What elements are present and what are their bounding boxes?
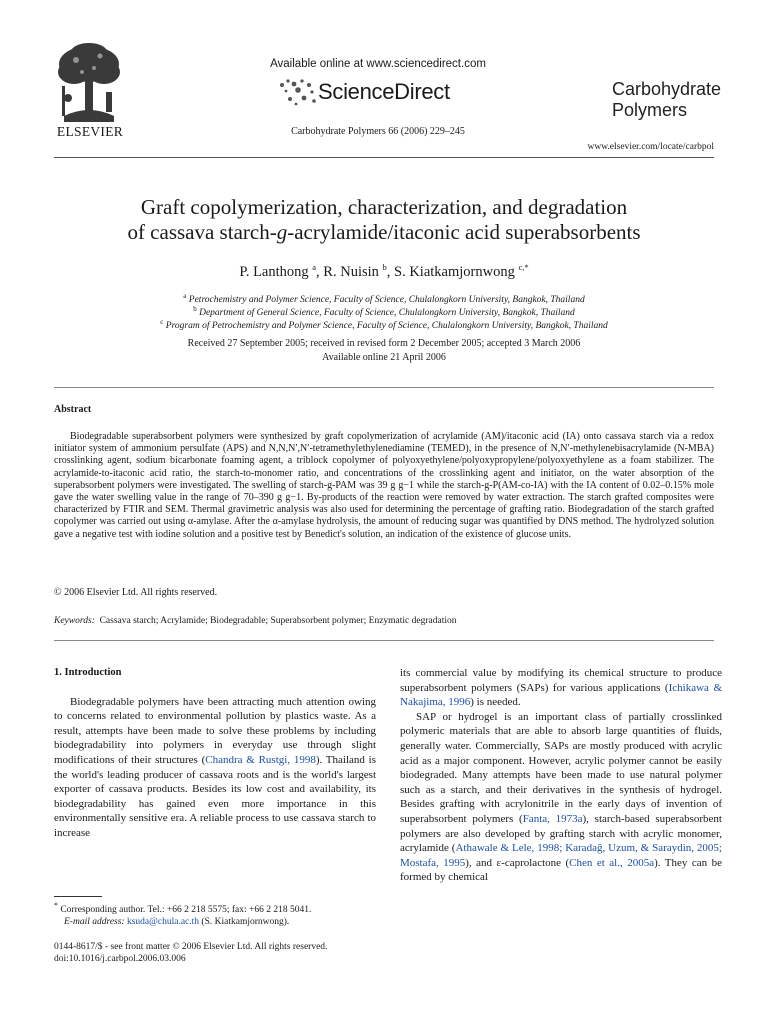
doi-link[interactable]: doi:10.1016/j.carbpol.2006.03.006 — [54, 954, 186, 964]
keywords: Keywords: Cassava starch; Acrylamide; Biodegradable; Superabsorbent polymer; Enzymatic degradation — [54, 616, 457, 626]
journal-title: Carbohydrate Polymers — [612, 79, 722, 120]
received-dates: Received 27 September 2005; received in revised form 2 December 2005; accepted 3 March 2006 — [187, 338, 581, 349]
author-name: P. Lanthong — [239, 263, 309, 280]
author-list: P. Lanthong $^a$, R. Nuisin $^b$, S. Kiatkamjornwong $^{c,*}$ — [239, 262, 529, 280]
affiliation-c: $^c$ Program of Petrochemistry and Polymer Science, Faculty of Science, Chulalongkorn University, Bangkok, Thailand — [160, 318, 608, 332]
right-column — [400, 666, 722, 885]
footnote-divider — [54, 896, 102, 897]
email-link[interactable]: ksuda@chula.ac.th — [126, 917, 200, 928]
available-online-date: Available online 21 April 2006 — [322, 352, 446, 363]
sciencedirect-wordmark: ScienceDirect — [318, 79, 450, 104]
abstract-heading: Abstract — [54, 404, 92, 415]
abstract-body: Biodegradable superabsorbent polymers were synthesized by graft copolymerization of acrylamide (AM)/itaconic acid (IA) onto cassava starch via a redox initiator system of ammonium persulfate (APS) and N,N,N′,N′-tetramethylethylenediamine (TEMED), in the presence of N,N′-methylenebisacrylamide (N-MBA) crosslinking agent, sodium bicarbonate foaming agent, a triblock copolymer of polyoxyethylene/polyoxypropylene/polyoxyethylene as a foam stabilizer. The acrylamide-to-itaconic acid ratio, the starch-to-monomer ratio, and concentrations of the crosslinking agent and initiator, on the water absorption of the superabsorbent polymers were investigated. The swelling of starch-g-PAM was 39 g g−1 while the starch-g-P(AM-co-IA) with the IA content of 0.02–0.15% mole gave the water swelling value in the range of 70–390 g g−1. By-products of the reaction were removed by water extraction. The starch grafted composites were characterized by FTIR and SEM. Thermal gravimetric analysis was also used for determining the percentage of grafting ratio. Biodegradation of the starch grafted copolymer was carried out using α-amylase. After the α-amylase hydrolysis, the amount of reducing sugar was quantified by DNS method. The hydrolyzed solution gave a negative test with iodine solution and a positive test by Benedict's solution, an indication of the existence of glucose units. — [54, 431, 714, 540]
available-online-text: Available online at www.sciencedirect.com — [270, 58, 486, 70]
sciencedirect-dots-icon — [276, 77, 320, 107]
affiliation-b: $^b$ Department of General Science, Faculty of Science, Chulalongkorn University, Bangkok, Thailand — [193, 305, 575, 319]
citation-link[interactable]: Ichikawa & Nakajima, 1996 — [400, 681, 723, 709]
citation-link[interactable]: Chandra & Rustgi, 1998 — [205, 753, 316, 766]
abstract-copyright: © 2006 Elsevier Ltd. All rights reserved. — [54, 587, 218, 598]
citation-link[interactable]: Chen et al., 2005a — [569, 856, 655, 869]
citation-link[interactable]: Athawale & Lele, 1998; Karadağ, Uzum, & Saraydin, 2005; Mostafa, 1995 — [400, 842, 722, 869]
author-name: R. Nuisin — [323, 263, 379, 280]
citation-link[interactable]: Fanta, 1973a — [522, 812, 583, 825]
journal-url-link[interactable]: www.elsevier.com/locate/carbpol — [587, 142, 714, 152]
article-title: Graft copolymerization, characterization, and degradation of cassava starch-g-acrylamide/itaconic acid superabsorbents — [127, 195, 641, 244]
header-divider — [54, 157, 714, 158]
section-heading: 1. Introduction — [54, 667, 122, 678]
intro-paragraph: its commercial value by modifying its chemical structure to produce superabsorbent polymers (SAPs) for various applications (Ichikawa & Nakajima, 1996) is needed. — [400, 667, 723, 709]
corresponding-author-footnote: * Corresponding author. Tel.: +66 2 218 5575; fax: +66 2 218 5041. E-mail address: ksuda@chula.ac.th (S. Kiatkamjornwong). — [54, 901, 312, 928]
author-name: S. Kiatkamjornwong — [394, 263, 515, 280]
intro-paragraph: SAP or hydrogel is an important class of partially crosslinked polymeric materials that are able to absorb large quantities of fluids, generally water. Commercially, SAPs are mostly produced with acrylic acid as a major component. However, acrylic polymer cannot be easily biodegraded. Many attempts have been made to use natural polymer such as a starch, and their derivatives in the synthesis of hydrogel. Besides grafting with acrylonitrile in the early days of invention of superabsorbent polymers (Fanta, 1973a), starch-based superabsorbent polymers are also developed by grafting starch with acrylic monomer, acrylamide (Athawale & Lele, 1998; Karadağ, Uzum, & Saraydin, 2005; Mostafa, 1995), and ε-caprolactone (Chen et al., 2005a). They can be formed by chemical — [400, 710, 723, 884]
affiliation-a: $^a$ Petrochemistry and Polymer Science, Faculty of Science, Chulalongkorn University, Bangkok, Thailand — [183, 292, 585, 306]
issn-line: 0144-8617/$ - see front matter © 2006 Elsevier Ltd. All rights reserved. — [54, 942, 328, 952]
abstract-divider-top — [54, 387, 714, 388]
journal-citation: Carbohydrate Polymers 66 (2006) 229–245 — [291, 126, 465, 137]
intro-paragraph: Biodegradable polymers have been attracting much attention owing to concerns related to environmental pollution by plastics waste. As a result, attempts have been made to solve these problems by including biodegradability into polymers in everyday use through slight modifications of their structures (Chandra & Rustgi, 1998). Thailand is the world's leading producer of cassava roots and is the world's largest exporter of cassava products. Besides its low cost and availability, its biodegradability has gained even more importance in this environmentally sensitive era. A reliable process to use cassava starch to increase — [54, 695, 376, 839]
left-column — [54, 666, 376, 841]
publisher-name: ELSEVIER — [56, 124, 124, 139]
abstract-divider-bottom — [54, 640, 714, 641]
